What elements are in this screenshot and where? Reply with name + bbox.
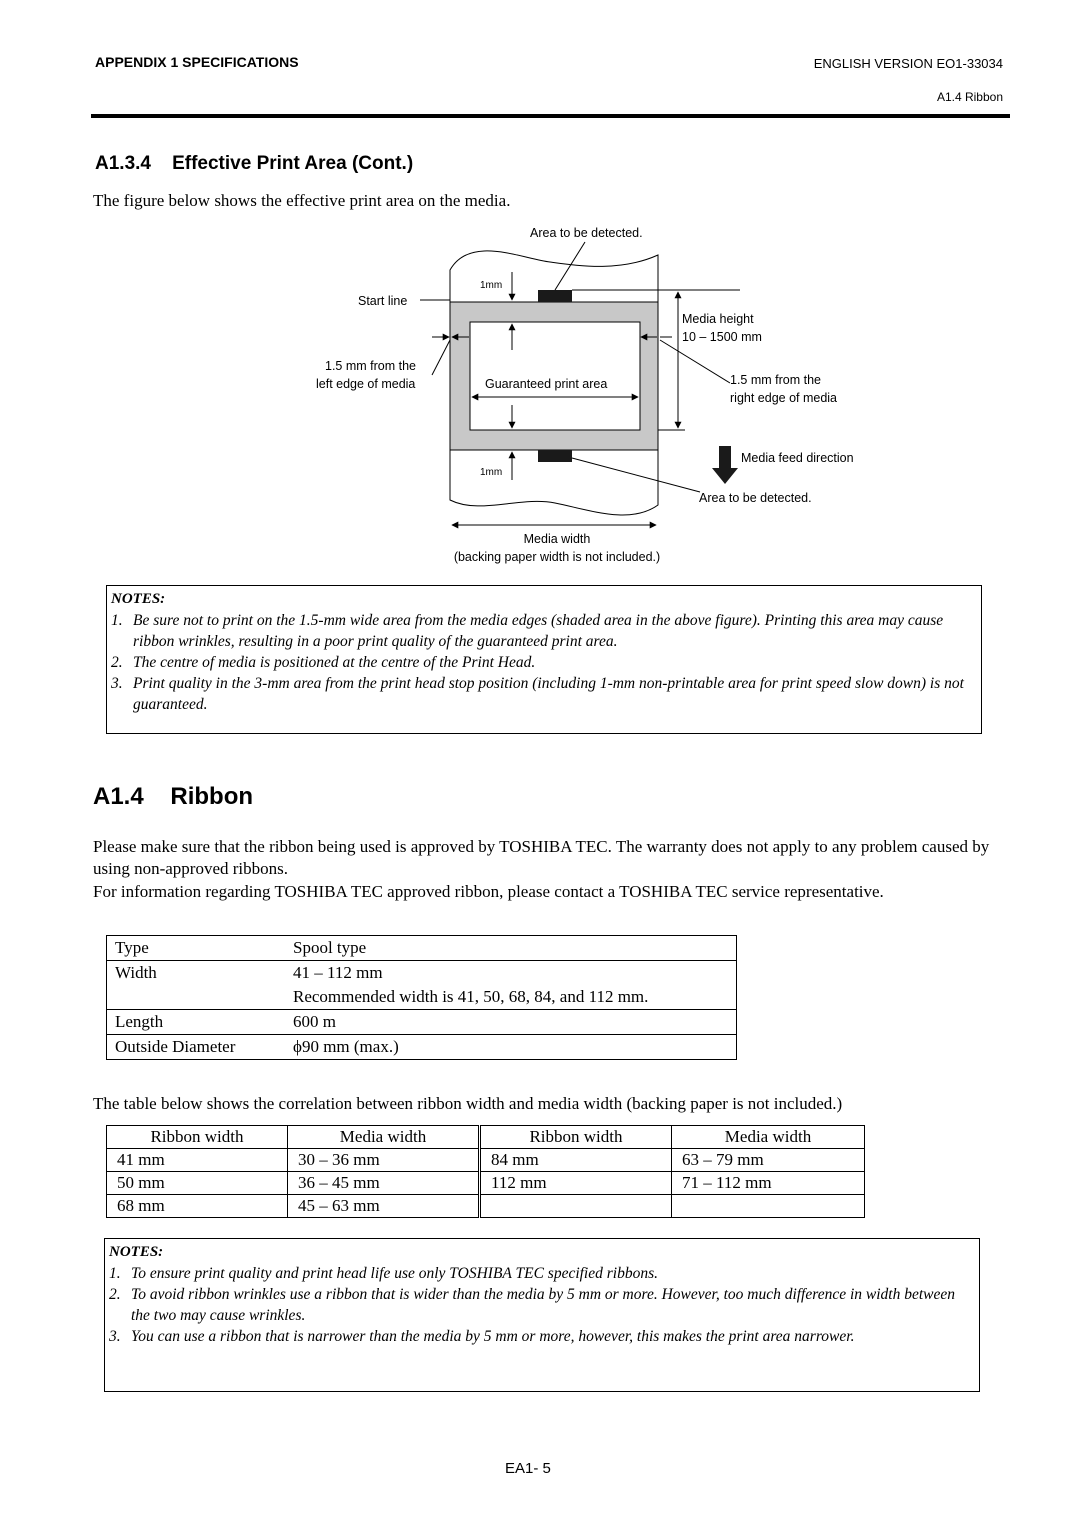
label-area-detected-top: Area to be detected.	[530, 226, 643, 240]
section-intro: The figure below shows the effective print area on the media.	[93, 191, 511, 210]
notes-box-1	[106, 585, 982, 734]
note-item: 1. Be sure not to print on the 1.5-mm wide area from the media edges (shaded area in the above figure). Printing this area may cause ribbon wrinkles, resulting in a poor print quality of the guaranteed print area.	[111, 612, 944, 650]
table-row: Length 600 m	[107, 1010, 737, 1035]
detect-mark-top	[538, 290, 572, 302]
table-row: Recommended width is 41, 50, 68, 84, and 112 mm.	[107, 985, 737, 1010]
table-header-row: Ribbon width Media width Ribbon width Media width	[107, 1126, 865, 1149]
notes-title: NOTES:	[111, 591, 166, 607]
guaranteed-area	[470, 322, 640, 430]
note-item: 2. To avoid ribbon wrinkles use a ribbon that is wider than the media by 5 mm or more. However, too much difference in width between the two may cause wrinkles.	[109, 1286, 956, 1324]
label-media-height-2: 10 – 1500 mm	[682, 330, 762, 344]
table-row: 68 mm 45 – 63 mm	[107, 1195, 865, 1218]
note-item: 3. You can use a ribbon that is narrower than the media by 5 mm or more, however, this makes the print area narrower.	[109, 1328, 855, 1345]
header-rule	[91, 114, 1010, 118]
label-right-edge-2: right edge of media	[730, 391, 838, 405]
subsection-label: A1.4 Ribbon	[936, 90, 1003, 104]
label-media-width-1: Media width	[523, 532, 591, 546]
label-area-detected-bottom: Area to be detected.	[699, 491, 812, 505]
ribbon-spec-table	[106, 935, 737, 1060]
note-item: 1. To ensure print quality and print head life use only TOSHIBA TEC specified ribbons.	[109, 1265, 658, 1282]
label-feed-direction: Media feed direction	[741, 451, 854, 465]
page-number: EA1- 5	[505, 1460, 551, 1477]
table-row: 50 mm 36 – 45 mm 112 mm 71 – 112 mm	[107, 1172, 865, 1195]
ribbon-para-1: Please make sure that the ribbon being used is approved by TOSHIBA TEC. The warranty does not apply to any problem caused by using non-approved ribbons.	[93, 837, 990, 878]
table-row: Outside Diameter ϕ90 mm (max.)	[107, 1035, 737, 1060]
table-row: 41 mm 30 – 36 mm 84 mm 63 – 79 mm	[107, 1149, 865, 1172]
print-area-figure	[300, 220, 900, 580]
feed-direction-arrow	[712, 446, 738, 484]
section-heading-ribbon: A1.4 Ribbon	[93, 783, 254, 810]
label-media-width-2: (backing paper width is not included.)	[453, 550, 661, 564]
label-right-edge-1: 1.5 mm from the	[730, 373, 821, 387]
ribbon-para-2: For information regarding TOSHIBA TEC approved ribbon, please contact a TOSHIBA TEC service representative.	[93, 882, 884, 901]
detect-mark-bottom	[538, 450, 572, 462]
correlation-table	[106, 1125, 865, 1218]
label-guaranteed-area: Guaranteed print area	[485, 377, 608, 391]
table-row: Type Spool type	[107, 936, 737, 961]
appendix-title: APPENDIX 1 SPECIFICATIONS	[95, 54, 299, 70]
label-left-edge-1: 1.5 mm from the	[325, 359, 416, 373]
version-label: ENGLISH VERSION EO1-33034	[813, 56, 1003, 71]
notes-box-2	[104, 1238, 980, 1392]
table-row: Width 41 – 112 mm	[107, 961, 737, 986]
label-1mm-top: 1mm	[480, 280, 503, 291]
note-item: 2. The centre of media is positioned at the centre of the Print Head.	[111, 654, 536, 671]
label-1mm-bottom: 1mm	[480, 467, 503, 478]
label-start-line: Start line	[358, 294, 408, 308]
section-heading-134: A1.3.4 Effective Print Area (Cont.)	[95, 153, 414, 174]
notes-title: NOTES:	[109, 1244, 164, 1260]
label-left-edge-2: left edge of media	[316, 377, 416, 391]
label-media-height-1: Media height	[682, 312, 754, 326]
note-item: 3. Print quality in the 3-mm area from the print head stop position (including 1-mm non-printable area for print speed slow down) is not guaranteed.	[111, 675, 964, 713]
correlation-intro: The table below shows the correlation between ribbon width and media width (backing paper is not included.)	[93, 1094, 843, 1113]
